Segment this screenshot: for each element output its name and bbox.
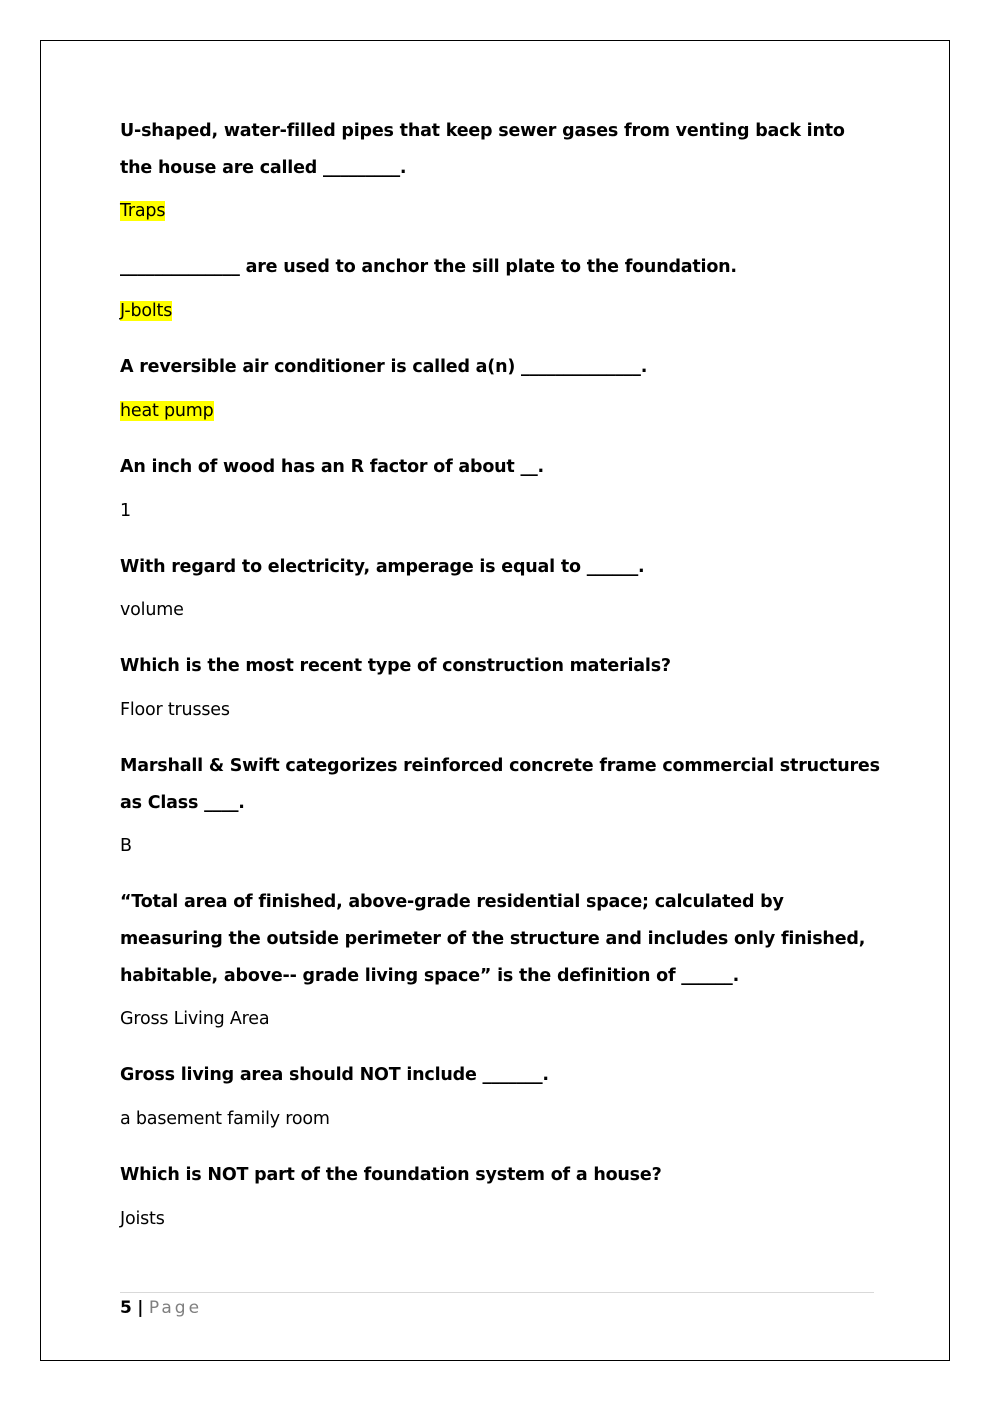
answer-highlight: J-bolts bbox=[120, 301, 173, 322]
footer-separator: | bbox=[137, 1298, 144, 1318]
question-1: U-shaped, water-filled pipes that keep sewer gases from venting back into the house are called _________. bbox=[120, 121, 845, 178]
answer-10: Joists bbox=[120, 1208, 165, 1229]
page-number: 5 bbox=[120, 1298, 132, 1318]
question-3: A reversible air conditioner is called a(n) ______________. bbox=[120, 357, 648, 378]
answer-9: a basement family room bbox=[120, 1109, 330, 1130]
question-8: “Total area of finished, above-grade residential space; calculated by measuring the outside perimeter of the structure and includes only finished, habitable, above-- grade living space” is the definition of ______. bbox=[120, 892, 866, 986]
question-10: Which is NOT part of the foundation system of a house? bbox=[120, 1165, 662, 1186]
answer-1 bbox=[120, 199, 880, 223]
answer-7: B bbox=[120, 836, 132, 857]
answer-5: volume bbox=[120, 600, 184, 621]
answer-highlight: heat pump bbox=[120, 400, 214, 421]
question-7: Marshall & Swift categorizes reinforced concrete frame commercial structures as Class ____. bbox=[120, 755, 880, 813]
page-footer bbox=[120, 1297, 202, 1319]
answer-3 bbox=[120, 399, 880, 423]
question-9: Gross living area should NOT include _______. bbox=[120, 1065, 549, 1086]
answer-8: Gross Living Area bbox=[120, 1009, 270, 1030]
answer-2 bbox=[120, 299, 880, 323]
question-2: ______________ are used to anchor the sill plate to the foundation. bbox=[120, 257, 737, 278]
page-label: Page bbox=[148, 1298, 203, 1318]
answer-6: Floor trusses bbox=[120, 699, 230, 720]
document-body bbox=[120, 113, 880, 1257]
question-5: With regard to electricity, amperage is equal to ______. bbox=[120, 556, 645, 577]
answer-highlight: Traps bbox=[120, 201, 166, 222]
footer-divider bbox=[120, 1292, 874, 1293]
question-4: An inch of wood has an R factor of about __. bbox=[120, 456, 545, 477]
answer-4: 1 bbox=[120, 500, 131, 521]
question-6: Which is the most recent type of construction materials? bbox=[120, 656, 671, 677]
